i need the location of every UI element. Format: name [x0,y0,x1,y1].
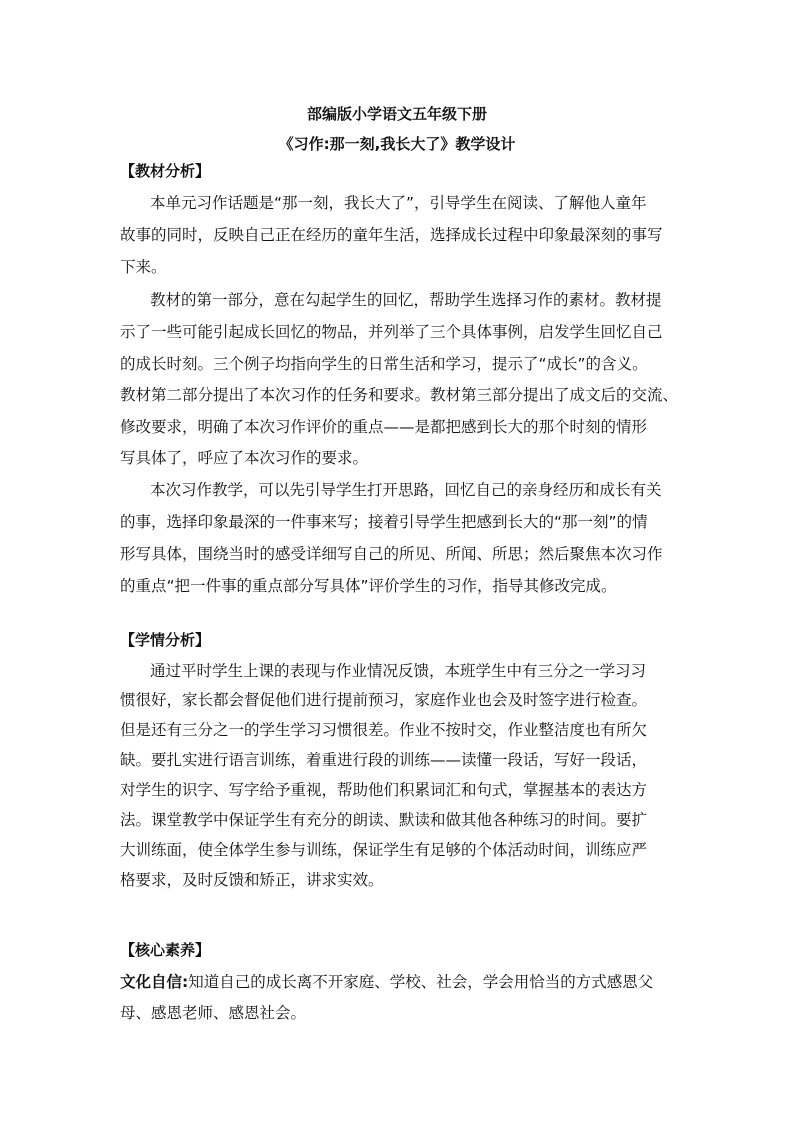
paragraph-line: 本单元习作话题是“那一刻，我长大了”，引导学生在阅读、了解他人童年 [150,194,647,212]
core-competency-text: 知道自己的成长离不开家庭、学校、社会，学会用恰当的方式感恩父 [188,973,654,991]
paragraph-line: 教材第二部分提出了本次习作的任务和要求。教材第三部分提出了成文后的交流、 [120,386,679,404]
paragraph-line: 大训练面，使全体学生参与训练，保证学生有足够的个体活动时间，训练应严 [120,841,648,859]
section-heading-learner-analysis: 【学情分析】 [120,631,211,649]
section-heading-core-competencies: 【核心素养】 [120,941,211,959]
paragraph-line: 的重点“把一件事的重点部分写具体”评价学生的习作，指导其修改完成。 [120,577,617,595]
core-competency-label: 文化自信: [120,973,189,991]
paragraph-line: 教材的第一部分，意在勾起学生的回忆，帮助学生选择习作的素材。教材提 [150,291,662,309]
paragraph-line: 法。课堂教学中保证学生有充分的朗读、默读和做其他各种练习的时间。要扩 [120,811,648,829]
paragraph-line [120,971,653,993]
paragraph-line: 示了一些可能引起成长回忆的物品，并列举了三个具体事例，启发学生回忆自己 [120,323,663,341]
paragraph-line: 下来。 [120,258,167,276]
paragraph-line: 本次习作教学，可以先引导学生打开思路，回忆自己的亲身经历和成长有关 [150,481,662,499]
paragraph-line: 通过平时学生上课的表现与作业情况反馈，本班学生中有三分之一学习习 [150,662,647,680]
paragraph-line: 的事，选择印象最深的一件事来写；接着引导学生把感到长大的“那一刻”的情 [120,513,648,531]
paragraph-line: 格要求，及时反馈和矫正，讲求实效。 [120,871,384,889]
paragraph-line: 缺。要扎实进行语言训练，着重进行段的训练——读懂一段话，写好一段话， [120,751,648,769]
paragraph-line: 对学生的识字、写字给予重视，帮助他们积累词汇和句式，掌握基本的表达方 [120,781,648,799]
paragraph-line: 故事的同时，反映自己正在经历的童年生活，选择成长过程中印象最深刻的事写 [120,226,663,244]
paragraph-line: 写具体了，呼应了本次习作的要求。 [120,449,369,467]
document-title: 部编版小学语文五年级下册 [306,105,487,123]
document-subtitle: 《习作:那一刻,我长大了》教学设计 [278,135,516,153]
paragraph-line: 母、感恩老师、感恩社会。 [120,1004,307,1022]
paragraph-line: 但是还有三分之一的学生学习习惯很差。作业不按时交，作业整洁度也有所欠 [120,721,648,739]
section-heading-textbook-analysis: 【教材分析】 [120,162,211,180]
paragraph-line: 的成长时刻。三个例子均指向学生的日常生活和学习，提示了“成长”的含义。 [120,355,648,373]
paragraph-line: 形写具体，围绕当时的感受详细写自己的所见、所闻、所思；然后聚焦本次习作 [120,545,663,563]
paragraph-line: 修改要求，明确了本次习作评价的重点——是都把感到长大的那个时刻的情形 [120,418,648,436]
paragraph-line: 惯很好，家长都会督促他们进行提前预习，家庭作业也会及时签字进行检查。 [120,691,648,709]
